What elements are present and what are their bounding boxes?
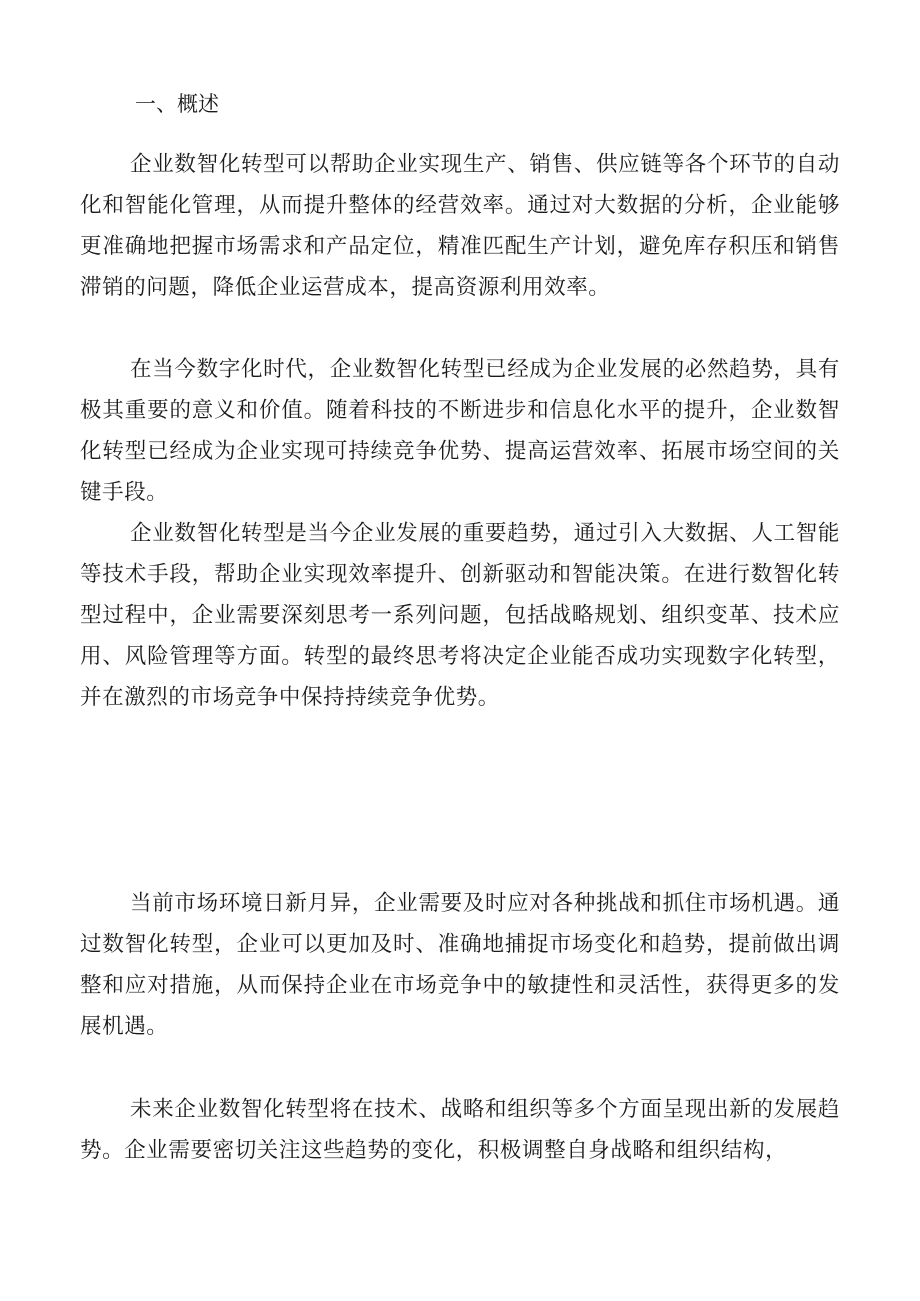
paragraph-3: 企业数智化转型是当今企业发展的重要趋势，通过引入大数据、人工智能等技术手段，帮助企业实现效率提升、创新驱动和智能决策。在进行数智化转型过程中，企业需要深刻思考一系列问题，包括战略规划、组织变革、技术应用、风险管理等方面。转型的最终思考将决定企业能否成功实现数字化转型，并在激烈的市场竞争中保持持续竞争优势。 [80, 521, 840, 710]
paragraph-5: 未来企业数智化转型将在技术、战略和组织等多个方面呈现出新的发展趋势。企业需要密切关注这些趋势的变化，积极调整自身战略和组织结构， [80, 1097, 840, 1163]
paragraph-4: 当前市场环境日新月异，企业需要及时应对各种挑战和抓住市场机遇。通过数智化转型，企业可以更加及时、准确地捕捉市场变化和趋势，提前做出调整和应对措施，从而保持企业在市场竞争中的敏捷性和灵活性，获得更多的发展机遇。 [80, 891, 840, 1039]
paragraph-1: 企业数智化转型可以帮助企业实现生产、销售、供应链等各个环节的自动化和智能化管理，从而提升整体的经营效率。通过对大数据的分析，企业能够更准确地把握市场需求和产品定位，精准匹配生产计划，避免库存积压和销售滞销的问题，降低企业运营成本，提高资源利用效率。 [80, 152, 840, 300]
paragraph-2: 在当今数字化时代，企业数智化转型已经成为企业发展的必然趋势，具有极其重要的意义和价值。随着科技的不断进步和信息化水平的提升，企业数智化转型已经成为企业实现可持续竞争优势、提高运营效率、拓展市场空间的关键手段。 [80, 357, 840, 505]
section-heading: 一、概述 [135, 92, 219, 116]
